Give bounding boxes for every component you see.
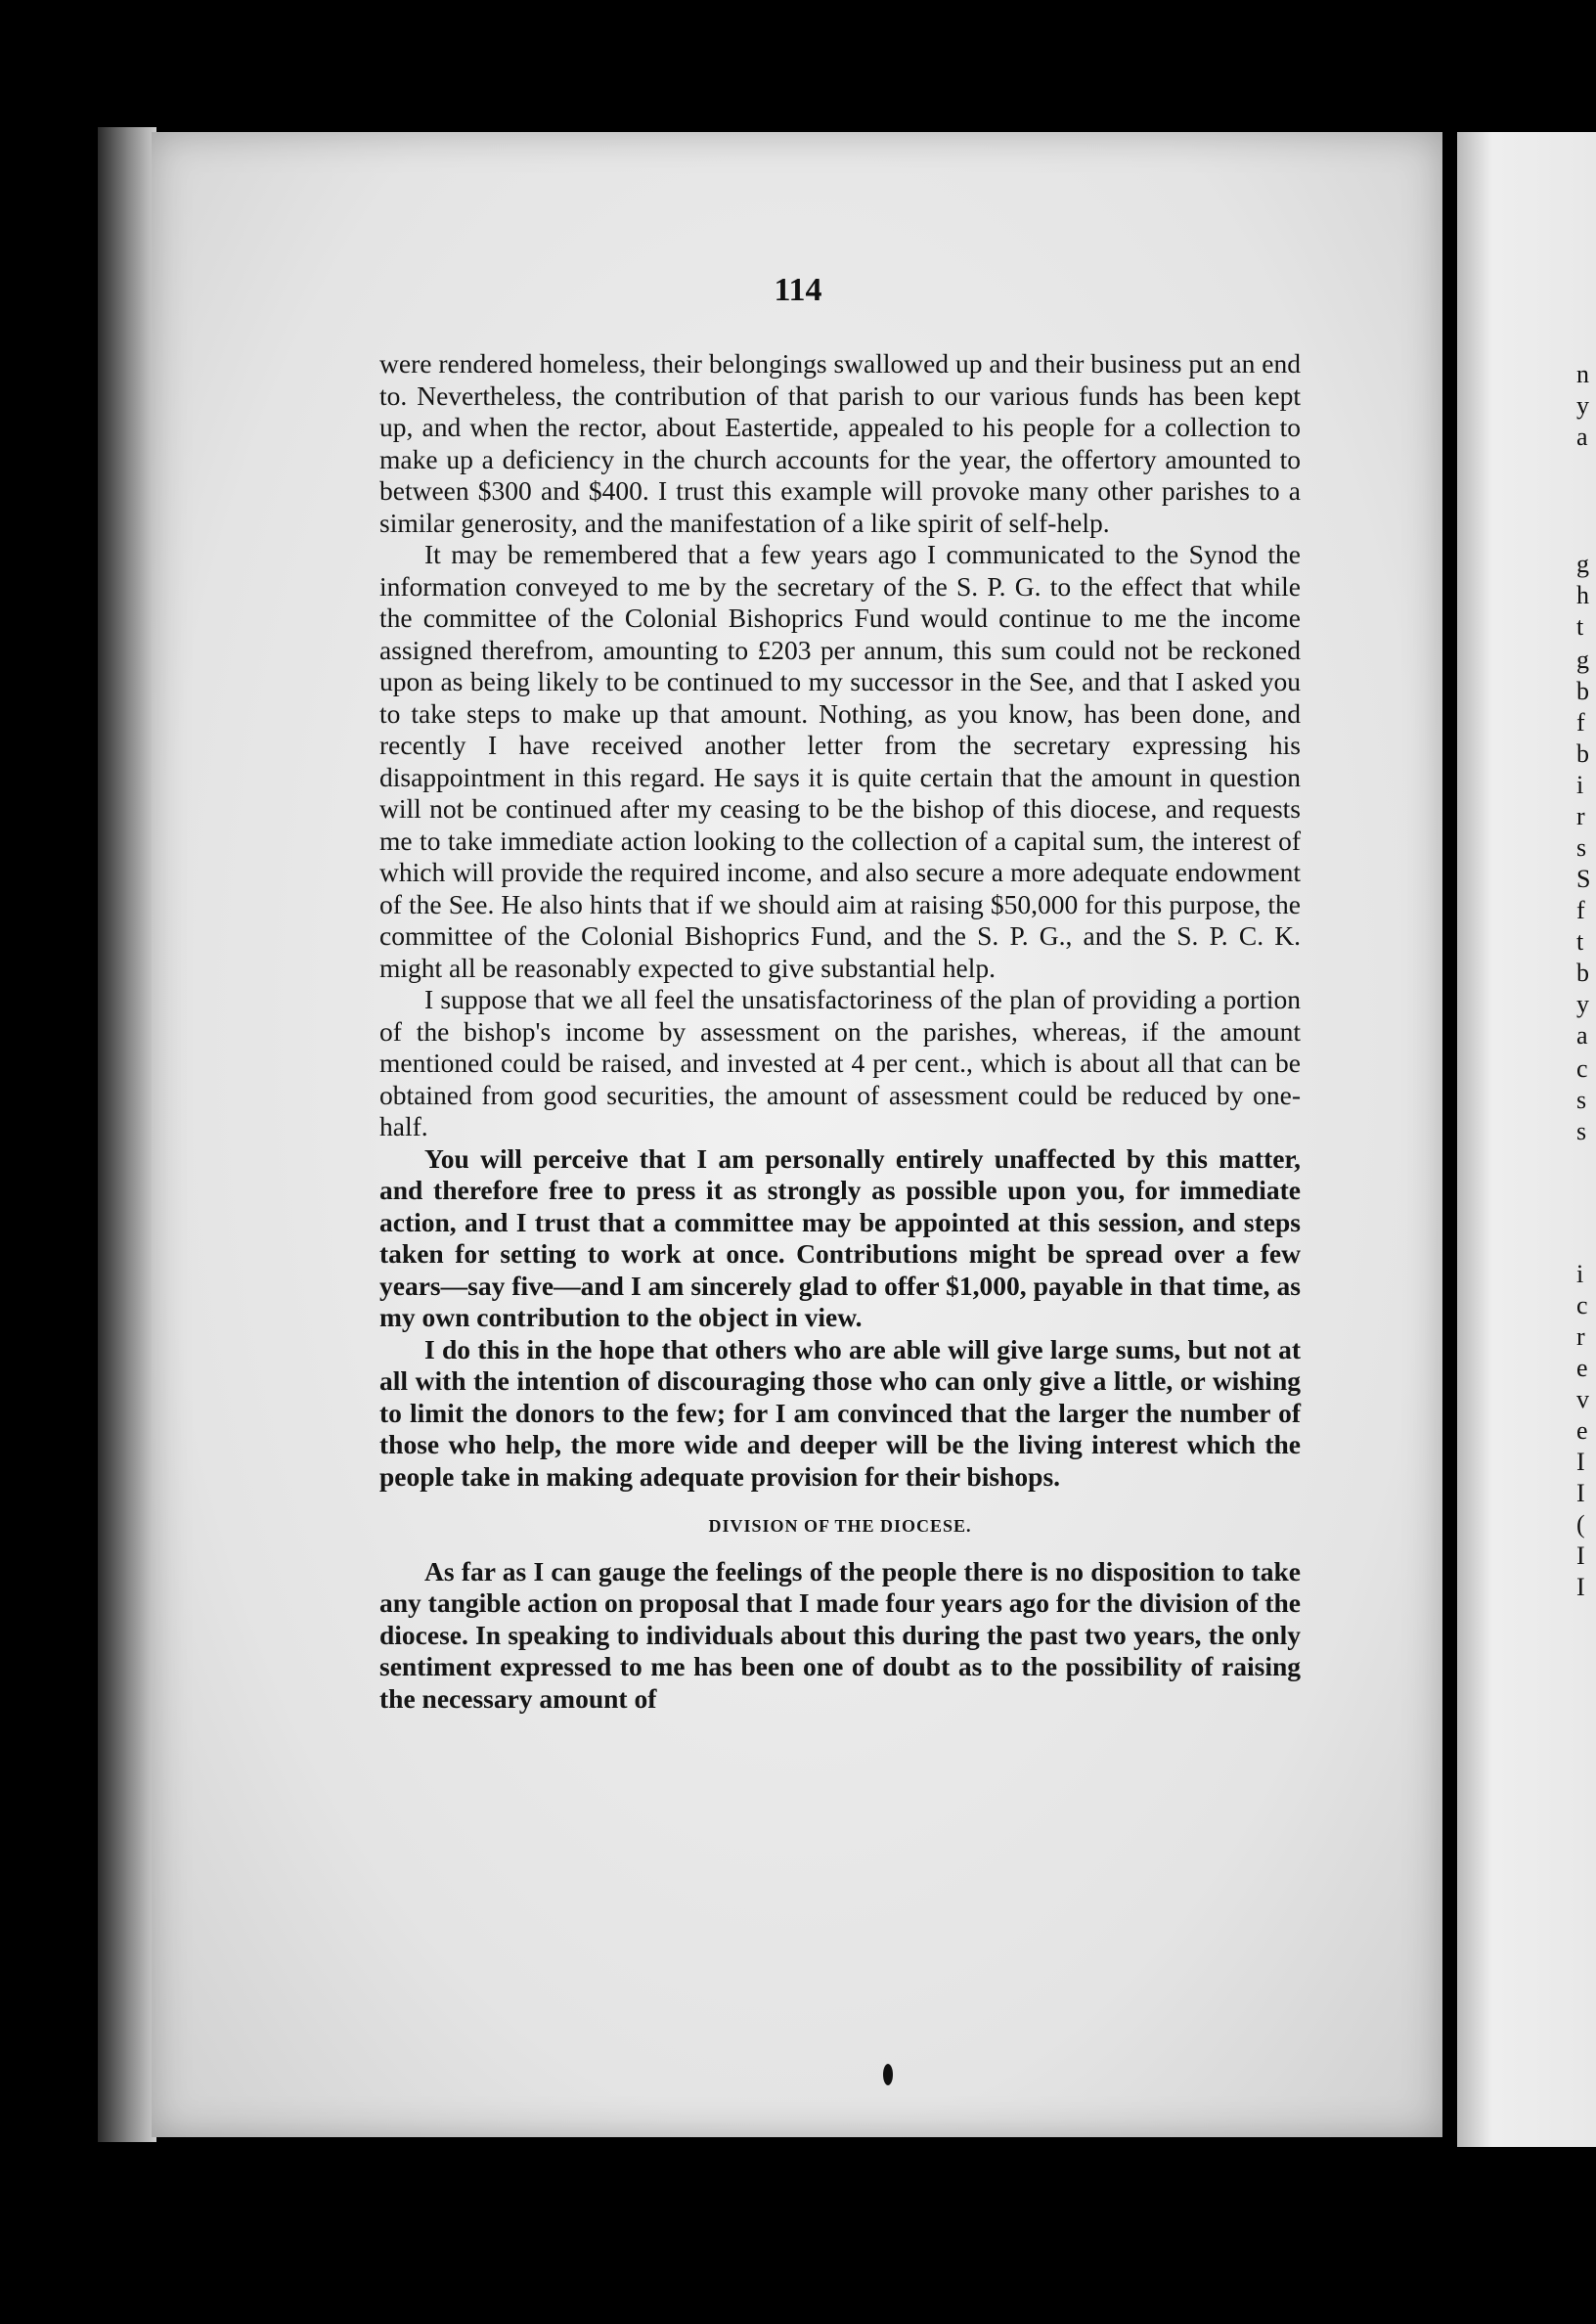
ink-blot xyxy=(883,2064,893,2085)
facing-page-letter: s xyxy=(1576,1086,1587,1114)
facing-page-letter: r xyxy=(1576,1322,1585,1351)
facing-page-letter: i xyxy=(1576,771,1584,799)
facing-page-letter: h xyxy=(1576,581,1589,609)
paragraph-division: As far as I can gauge the feelings of the people there is no disposition to take any tangible action on proposal that I made four years ago for the division of the diocese. In speaking to individuals about this during the past two years, the only sentiment expressed to me has been one of doubt as to the possibility of raising the necessary amount of xyxy=(379,1555,1301,1714)
facing-page-letter: s xyxy=(1576,1117,1587,1145)
facing-page-letter: g xyxy=(1576,646,1589,674)
facing-page-letter: b xyxy=(1576,677,1589,705)
book-binding-shadow xyxy=(98,127,156,2142)
facing-page-letter: I xyxy=(1576,1448,1585,1476)
facing-page-letter: a xyxy=(1576,423,1588,451)
paragraph-committee: You will perceive that I am personally entirely unaffected by this matter, and therefore free to press it as strongly as possible upon you, for immediate action, and I trust that a committee may be appointed at this session, and steps taken for setting to work at once. Contributions might be spread over a few years—say five—and I am sincerely glad to offer $1,000, payable in that time, as my own contribution to the object in view. xyxy=(379,1142,1301,1332)
facing-page-letter: e xyxy=(1576,1354,1588,1382)
facing-page-letter: s xyxy=(1576,833,1587,862)
facing-page-letter: S xyxy=(1576,865,1591,893)
facing-page-letter: ( xyxy=(1576,1510,1585,1539)
facing-page-letter: b xyxy=(1576,739,1589,768)
facing-page-letter: f xyxy=(1576,896,1585,924)
facing-page-letter: I xyxy=(1576,1542,1585,1570)
page-number: 114 xyxy=(774,272,822,308)
facing-page-edge xyxy=(1457,132,1596,2147)
facing-page-letter: a xyxy=(1576,1021,1588,1050)
section-heading: DIVISION OF THE DIOCESE. xyxy=(708,1516,972,1536)
paragraph-donors: I do this in the hope that others who are able will give large sums, but not at all with the intention of discouraging those who can only give a little, or wishing to limit the donors to the few; for I am convinced that the larger the number of those who help, the more wide and deeper will be the living interest which the people take in making adequate provision for their bishops. xyxy=(379,1333,1301,1492)
facing-page-letter: b xyxy=(1576,959,1589,987)
facing-page-letter: r xyxy=(1576,802,1585,830)
facing-page-letter: I xyxy=(1576,1573,1585,1601)
facing-page-letter: y xyxy=(1576,990,1589,1018)
facing-page-letter: I xyxy=(1576,1479,1585,1507)
facing-page-letter: t xyxy=(1576,927,1584,956)
facing-page-letter: t xyxy=(1576,612,1584,641)
facing-page-letter: c xyxy=(1576,1291,1588,1319)
facing-page-letter: c xyxy=(1576,1054,1588,1083)
body-text xyxy=(379,348,1301,1715)
paragraph-endowment: It may be remembered that a few years ago I communicated to the Synod the information conveyed to me by the secretary of the S. P. G. to the effect that while the committee of the Colonial Bishoprics Fund would continue to me the income assigned therefrom, amounting to £203 per annum, this sum could not be reckoned upon as being likely to be continued to my successor in the See, and that I asked you to take steps to make up that amount. Nothing, as you know, has been done, and recently I have received another letter from the secretary expressing his disappointment in this regard. He says it is quite certain that the amount in question will not be continued after my ceasing to be the bishop of this diocese, and requests me to take immediate action looking to the collection of a capital sum, the interest of which will provide the required income, and also secure a more adequate endowment of the See. He also hints that if we should aim at raising $50,000 for this purpose, the committee of the Colonial Bishoprics Fund, and the S. P. G., and the S. P. C. K. might all be reasonably expected to give substantial help. xyxy=(379,539,1301,983)
facing-page-letter: e xyxy=(1576,1416,1588,1445)
facing-page-letter: f xyxy=(1576,708,1585,737)
facing-page-letter: g xyxy=(1576,550,1589,578)
paragraph-continued: were rendered homeless, their belongings swallowed up and their business put an end to. Nevertheless, the contribution of that parish to our various funds has been kept up, and when the rector, about Eastertide, appealed to his people for a collection to make up a deficiency in the church accounts for the year, the offertory amounted to between $300 and $400. I trust this example will provoke many other parishes to a similar generosity, and the manifestation of a like spirit of self-help. xyxy=(379,348,1301,538)
facing-page-letter: v xyxy=(1576,1385,1589,1413)
facing-page-letter: n xyxy=(1576,360,1589,388)
facing-page-letter: i xyxy=(1576,1260,1584,1288)
paragraph-assessment: I suppose that we all feel the unsatisfactoriness of the plan of providing a portion of the bishop's income by assessment on the parishes, whereas, if the amount mentioned could be raised, and invested at 4 per cent., which is about all that can be obtained from good securities, the amount of assessment could be reduced by one-half. xyxy=(379,984,1301,1141)
facing-page-letter: y xyxy=(1576,391,1589,420)
